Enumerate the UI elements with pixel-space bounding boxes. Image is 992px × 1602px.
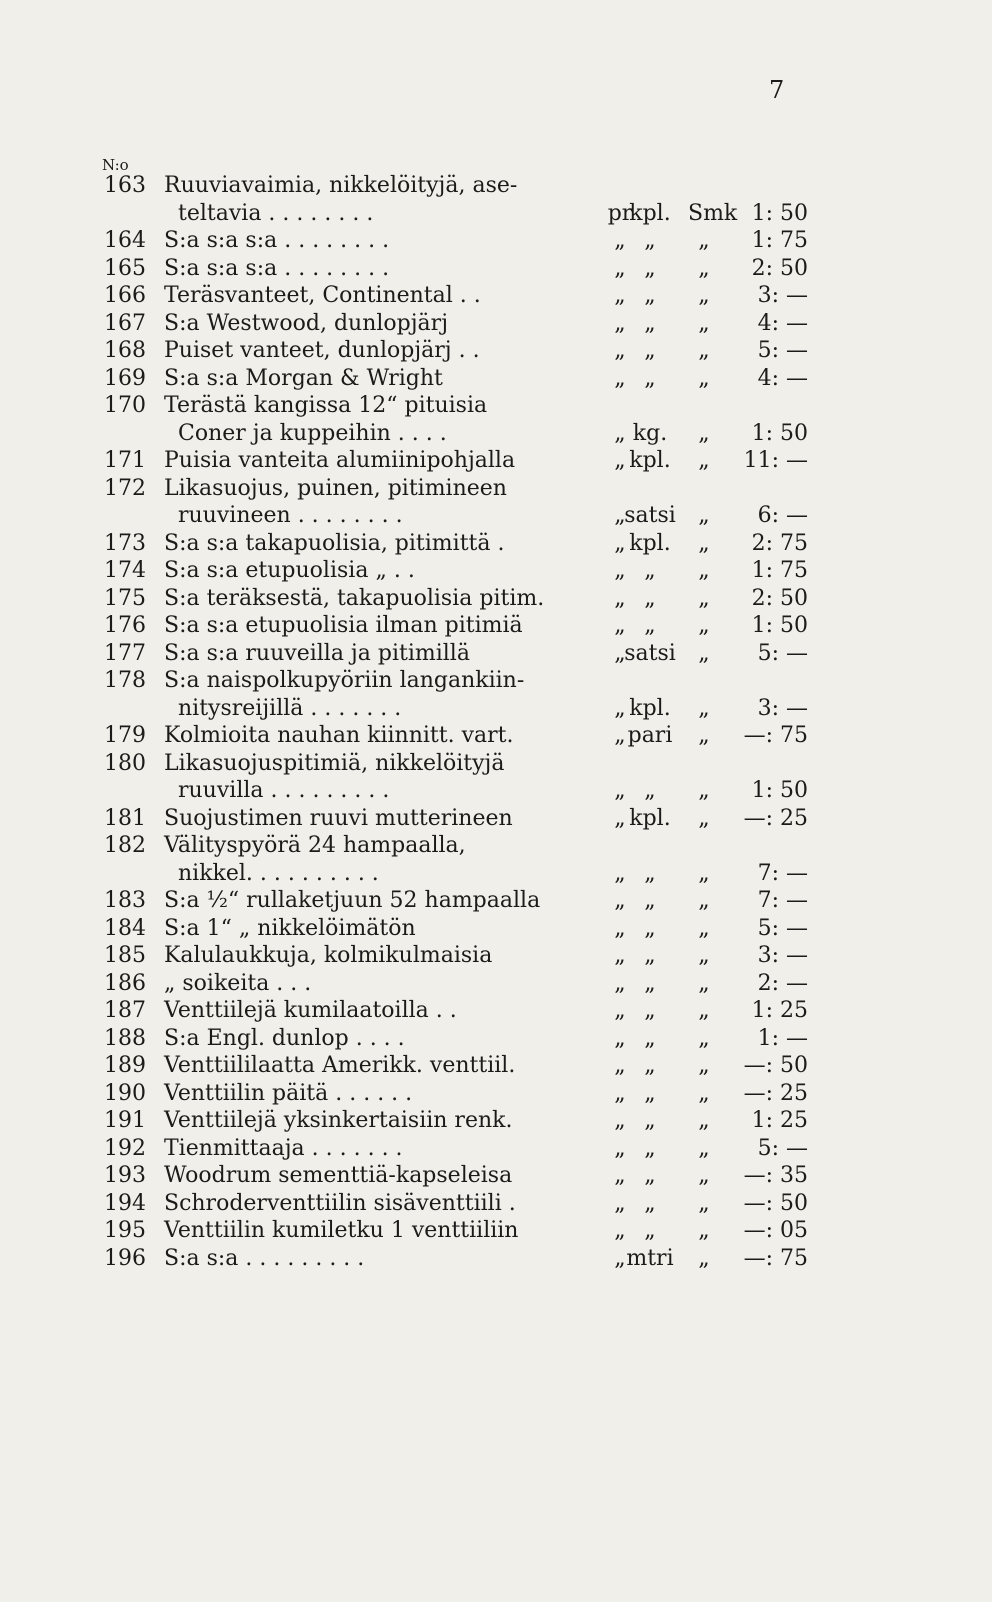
- item-description: Tienmittaaja . . . . . . .: [164, 1135, 403, 1161]
- item-number: 181: [104, 805, 146, 831]
- currency-mark: Smk: [688, 200, 738, 226]
- list-item-continuation: [0, 695, 992, 723]
- item-unit: „: [644, 1108, 656, 1133]
- list-item: [0, 997, 992, 1025]
- list-item: [0, 255, 992, 283]
- item-number: 173: [104, 530, 146, 556]
- item-price: 5: —: [757, 338, 808, 363]
- item-description: Venttiililaatta Amerikk. venttiil.: [164, 1053, 516, 1078]
- item-description: Ruuviavaimia, nikkelöityjä, ase-: [164, 173, 518, 198]
- list-item: [0, 475, 992, 503]
- currency-mark: „: [698, 998, 710, 1023]
- item-price: 1: 75: [751, 228, 808, 253]
- item-unit: „: [644, 888, 656, 913]
- currency-mark: „: [698, 420, 710, 446]
- currency-mark: „: [698, 1025, 710, 1051]
- currency-mark: „: [698, 613, 710, 638]
- item-description: S:a s:a etupuolisia „ . .: [164, 558, 415, 583]
- item-number: 188: [104, 1025, 146, 1051]
- currency-mark: „: [698, 310, 710, 336]
- currency-mark: „: [698, 283, 710, 308]
- item-number: 174: [104, 558, 146, 583]
- item-description: Venttiilin päitä . . . . . .: [164, 1080, 413, 1106]
- item-unit: kpl.: [629, 530, 671, 556]
- ditto-mark: „: [614, 1190, 626, 1216]
- list-item: [0, 805, 992, 833]
- item-description: Välityspyörä 24 hampaalla,: [164, 833, 466, 858]
- list-item: [0, 310, 992, 338]
- currency-mark: „: [698, 365, 710, 391]
- item-price: —: 05: [743, 1218, 808, 1243]
- list-item: [0, 1217, 992, 1245]
- item-description: Venttiilejä yksinkertaisiin renk.: [164, 1108, 513, 1133]
- item-description-continued: nitysreijillä . . . . . . .: [178, 695, 402, 721]
- item-description-continued: ruuvineen . . . . . . . .: [178, 503, 403, 528]
- item-unit: „: [644, 1190, 656, 1216]
- item-number: 194: [104, 1190, 146, 1216]
- list-item: [0, 942, 992, 970]
- list-item: [0, 1162, 992, 1190]
- column-header-number: N:o: [102, 156, 129, 174]
- item-unit: „: [644, 778, 656, 803]
- currency-mark: „: [698, 723, 710, 748]
- item-description: Puiset vanteet, dunlopjärj . .: [164, 338, 480, 363]
- ditto-mark: „: [614, 915, 626, 941]
- item-price: 3: —: [757, 283, 808, 308]
- item-unit: „: [644, 1080, 656, 1106]
- currency-mark: „: [698, 970, 710, 996]
- ditto-mark: „: [614, 1053, 626, 1078]
- list-item: [0, 1080, 992, 1108]
- item-description-continued: Coner ja kuppeihin . . . .: [178, 420, 447, 446]
- currency-mark: „: [698, 558, 710, 583]
- item-unit: „: [644, 558, 656, 583]
- item-price: 3: —: [757, 695, 808, 721]
- item-unit: „: [644, 970, 656, 996]
- item-number: 185: [104, 943, 146, 968]
- item-number: 170: [104, 393, 146, 418]
- ditto-mark: „: [614, 1218, 626, 1243]
- item-description: S:a s:a ruuveilla ja pitimillä: [164, 640, 470, 666]
- currency-mark: „: [698, 585, 710, 611]
- item-price: —: 75: [743, 723, 808, 748]
- item-description: S:a Westwood, dunlopjärj: [164, 310, 449, 336]
- list-item: [0, 1052, 992, 1080]
- item-price: —: 50: [743, 1190, 808, 1216]
- item-unit: satsi: [624, 503, 676, 528]
- item-description: Woodrum sementtiä-kapseleisa: [164, 1163, 513, 1188]
- item-description: Venttiilin kumiletku 1 venttiiliin: [164, 1218, 519, 1243]
- item-description-continued: teltavia . . . . . . . .: [178, 200, 374, 226]
- list-item: [0, 365, 992, 393]
- item-number: 182: [104, 833, 146, 858]
- item-number: 175: [104, 585, 146, 611]
- item-number: 191: [104, 1108, 146, 1133]
- item-price: 1: 25: [751, 1108, 808, 1133]
- item-number: 171: [104, 448, 146, 473]
- list-item: [0, 1025, 992, 1053]
- list-item-continuation: [0, 502, 992, 530]
- item-description: Schroderventtiilin sisäventtiili .: [164, 1190, 516, 1216]
- ditto-mark: „: [614, 310, 626, 336]
- item-unit: kg.: [632, 420, 668, 446]
- item-description: Kalulaukkuja, kolmikulmaisia: [164, 943, 493, 968]
- list-item: [0, 585, 992, 613]
- list-item: [0, 640, 992, 668]
- item-description: Likasuojuspitimiä, nikkelöityjä: [164, 750, 505, 776]
- item-unit: kpl.: [629, 695, 671, 721]
- currency-mark: „: [698, 1080, 710, 1106]
- item-price: 2: —: [757, 970, 808, 996]
- list-item: [0, 282, 992, 310]
- list-item-continuation: [0, 420, 992, 448]
- item-description: S:a s:a takapuolisia, pitimittä .: [164, 530, 505, 556]
- currency-mark: „: [698, 1218, 710, 1243]
- item-number: 196: [104, 1245, 146, 1271]
- item-description: Suojustimen ruuvi mutterineen: [164, 805, 513, 831]
- list-item: [0, 337, 992, 365]
- item-unit: „: [644, 310, 656, 336]
- item-unit: „: [644, 585, 656, 611]
- item-description-continued: nikkel. . . . . . . . . .: [178, 860, 379, 886]
- ditto-mark: „: [614, 338, 626, 363]
- item-price: 2: 75: [751, 530, 808, 556]
- ditto-mark: „: [614, 888, 626, 913]
- ditto-mark: pr: [607, 200, 633, 226]
- currency-mark: „: [698, 1135, 710, 1161]
- ditto-mark: „: [614, 228, 626, 253]
- item-price: 4: —: [757, 310, 808, 336]
- item-number: 193: [104, 1163, 146, 1188]
- ditto-mark: „: [614, 1135, 626, 1161]
- item-price: 3: —: [757, 943, 808, 968]
- item-price: 1: —: [757, 1025, 808, 1051]
- item-unit: „: [644, 613, 656, 638]
- ditto-mark: „: [614, 448, 626, 473]
- item-price: 2: 50: [751, 585, 808, 611]
- item-unit: „: [644, 338, 656, 363]
- item-number: 192: [104, 1135, 146, 1161]
- ditto-mark: „: [614, 530, 626, 556]
- item-description: Terästä kangissa 12“ pituisia: [164, 393, 488, 418]
- list-item: [0, 172, 992, 200]
- ditto-mark: „: [614, 695, 626, 721]
- item-price: —: 75: [743, 1245, 808, 1271]
- item-unit: „: [644, 1053, 656, 1078]
- currency-mark: „: [698, 448, 710, 473]
- list-item: [0, 392, 992, 420]
- item-unit: „: [644, 1163, 656, 1188]
- item-price: 6: —: [757, 503, 808, 528]
- list-item: [0, 1245, 992, 1273]
- ditto-mark: „: [614, 998, 626, 1023]
- item-number: 187: [104, 998, 146, 1023]
- list-item-continuation: [0, 860, 992, 888]
- item-unit: kpl.: [629, 448, 671, 473]
- ditto-mark: „: [614, 503, 626, 528]
- ditto-mark: „: [614, 860, 626, 886]
- item-price: 1: 50: [751, 613, 808, 638]
- currency-mark: „: [698, 888, 710, 913]
- item-unit: „: [644, 943, 656, 968]
- item-price: 5: —: [757, 915, 808, 941]
- currency-mark: „: [698, 640, 710, 666]
- item-number: 195: [104, 1218, 146, 1243]
- currency-mark: „: [698, 1053, 710, 1078]
- item-number: 169: [104, 365, 146, 391]
- list-item: [0, 915, 992, 943]
- item-unit: „: [644, 1025, 656, 1051]
- item-number: 172: [104, 475, 146, 501]
- item-number: 178: [104, 668, 146, 693]
- item-number: 164: [104, 228, 146, 253]
- item-unit: satsi: [624, 640, 676, 666]
- ditto-mark: „: [614, 723, 626, 748]
- item-number: 184: [104, 915, 146, 941]
- item-number: 168: [104, 338, 146, 363]
- ditto-mark: „: [614, 1025, 626, 1051]
- item-price: 5: —: [757, 1135, 808, 1161]
- ditto-mark: „: [614, 640, 626, 666]
- ditto-mark: „: [614, 558, 626, 583]
- list-item-continuation: [0, 777, 992, 805]
- item-description: S:a 1“ „ nikkelöimätön: [164, 915, 416, 941]
- list-item: [0, 557, 992, 585]
- item-description: S:a naispolkupyöriin langankiin-: [164, 668, 525, 693]
- item-number: 177: [104, 640, 146, 666]
- item-number: 165: [104, 255, 146, 281]
- item-description: S:a Engl. dunlop . . . .: [164, 1025, 405, 1051]
- ditto-mark: „: [614, 1163, 626, 1188]
- item-unit: „: [644, 255, 656, 281]
- item-price: 4: —: [757, 365, 808, 391]
- list-item: [0, 970, 992, 998]
- item-description: Likasuojus, puinen, pitimineen: [164, 475, 507, 501]
- item-description: Puisia vanteita alumiinipohjalla: [164, 448, 516, 473]
- list-item: [0, 1190, 992, 1218]
- currency-mark: „: [698, 860, 710, 886]
- item-unit: „: [644, 915, 656, 941]
- currency-mark: „: [698, 503, 710, 528]
- item-description: S:a s:a . . . . . . . . .: [164, 1245, 365, 1271]
- ditto-mark: „: [614, 255, 626, 281]
- item-unit: „: [644, 998, 656, 1023]
- list-item: [0, 832, 992, 860]
- item-unit: „: [644, 228, 656, 253]
- item-price: —: 25: [743, 805, 808, 831]
- item-description-continued: ruuvilla . . . . . . . . .: [178, 778, 390, 803]
- item-unit: kpl.: [629, 805, 671, 831]
- item-description: Kolmioita nauhan kiinnitt. vart.: [164, 723, 514, 748]
- list-item: [0, 1135, 992, 1163]
- item-price: 1: 75: [751, 558, 808, 583]
- ditto-mark: „: [614, 943, 626, 968]
- item-number: 186: [104, 970, 146, 996]
- item-unit: „: [644, 283, 656, 308]
- currency-mark: „: [698, 255, 710, 281]
- ditto-mark: „: [614, 613, 626, 638]
- item-unit: kpl.: [629, 200, 671, 226]
- ditto-mark: „: [614, 585, 626, 611]
- currency-mark: „: [698, 338, 710, 363]
- page-number: 7: [769, 76, 785, 104]
- item-price: 1: 50: [751, 200, 808, 226]
- currency-mark: „: [698, 695, 710, 721]
- item-unit: pari: [627, 723, 673, 748]
- list-item: [0, 530, 992, 558]
- item-price: 1: 50: [751, 420, 808, 446]
- item-price: 2: 50: [751, 255, 808, 281]
- list-item: [0, 447, 992, 475]
- ditto-mark: „: [614, 1080, 626, 1106]
- ditto-mark: „: [614, 283, 626, 308]
- currency-mark: „: [698, 530, 710, 556]
- item-unit: mtri: [626, 1245, 674, 1271]
- list-item: [0, 227, 992, 255]
- item-description: S:a s:a s:a . . . . . . . .: [164, 255, 390, 281]
- item-price: 7: —: [757, 888, 808, 913]
- currency-mark: „: [698, 915, 710, 941]
- list-item: [0, 1107, 992, 1135]
- currency-mark: „: [698, 805, 710, 831]
- list-item: [0, 750, 992, 778]
- item-price: —: 35: [743, 1163, 808, 1188]
- item-unit: „: [644, 1135, 656, 1161]
- item-description: S:a s:a etupuolisia ilman pitimiä: [164, 613, 523, 638]
- item-number: 167: [104, 310, 146, 336]
- item-number: 163: [104, 173, 146, 198]
- currency-mark: „: [698, 778, 710, 803]
- item-price: 7: —: [757, 860, 808, 886]
- currency-mark: „: [698, 228, 710, 253]
- item-price: 11: —: [743, 448, 808, 473]
- item-number: 189: [104, 1053, 146, 1078]
- list-item: [0, 887, 992, 915]
- currency-mark: „: [698, 1190, 710, 1216]
- item-unit: „: [644, 365, 656, 391]
- ditto-mark: „: [614, 420, 626, 446]
- item-number: 176: [104, 613, 146, 638]
- list-item: [0, 667, 992, 695]
- item-number: 166: [104, 283, 146, 308]
- currency-mark: „: [698, 943, 710, 968]
- item-description: „ soikeita . . .: [164, 970, 312, 996]
- currency-mark: „: [698, 1245, 710, 1271]
- item-description: Venttiilejä kumilaatoilla . .: [164, 998, 457, 1023]
- ditto-mark: „: [614, 778, 626, 803]
- item-price: 5: —: [757, 640, 808, 666]
- ditto-mark: „: [614, 365, 626, 391]
- item-price: 1: 25: [751, 998, 808, 1023]
- list-item: [0, 612, 992, 640]
- ditto-mark: „: [614, 1108, 626, 1133]
- currency-mark: „: [698, 1163, 710, 1188]
- item-unit: „: [644, 1218, 656, 1243]
- item-price: —: 50: [743, 1053, 808, 1078]
- item-description: S:a teräksestä, takapuolisia pitim.: [164, 585, 545, 611]
- item-unit: „: [644, 860, 656, 886]
- item-number: 179: [104, 723, 146, 748]
- item-description: S:a ½“ rullaketjuun 52 hampaalla: [164, 888, 541, 913]
- ditto-mark: „: [614, 970, 626, 996]
- item-number: 183: [104, 888, 146, 913]
- item-price: 1: 50: [751, 778, 808, 803]
- item-number: 190: [104, 1080, 146, 1106]
- currency-mark: „: [698, 1108, 710, 1133]
- list-item: [0, 722, 992, 750]
- item-description: S:a s:a s:a . . . . . . . .: [164, 228, 390, 253]
- item-price: —: 25: [743, 1080, 808, 1106]
- item-description: S:a s:a Morgan & Wright: [164, 365, 443, 391]
- ditto-mark: „: [614, 805, 626, 831]
- ditto-mark: „: [614, 1245, 626, 1271]
- list-item-continuation: [0, 200, 992, 228]
- item-description: Teräsvanteet, Continental . .: [164, 283, 481, 308]
- item-number: 180: [104, 750, 146, 776]
